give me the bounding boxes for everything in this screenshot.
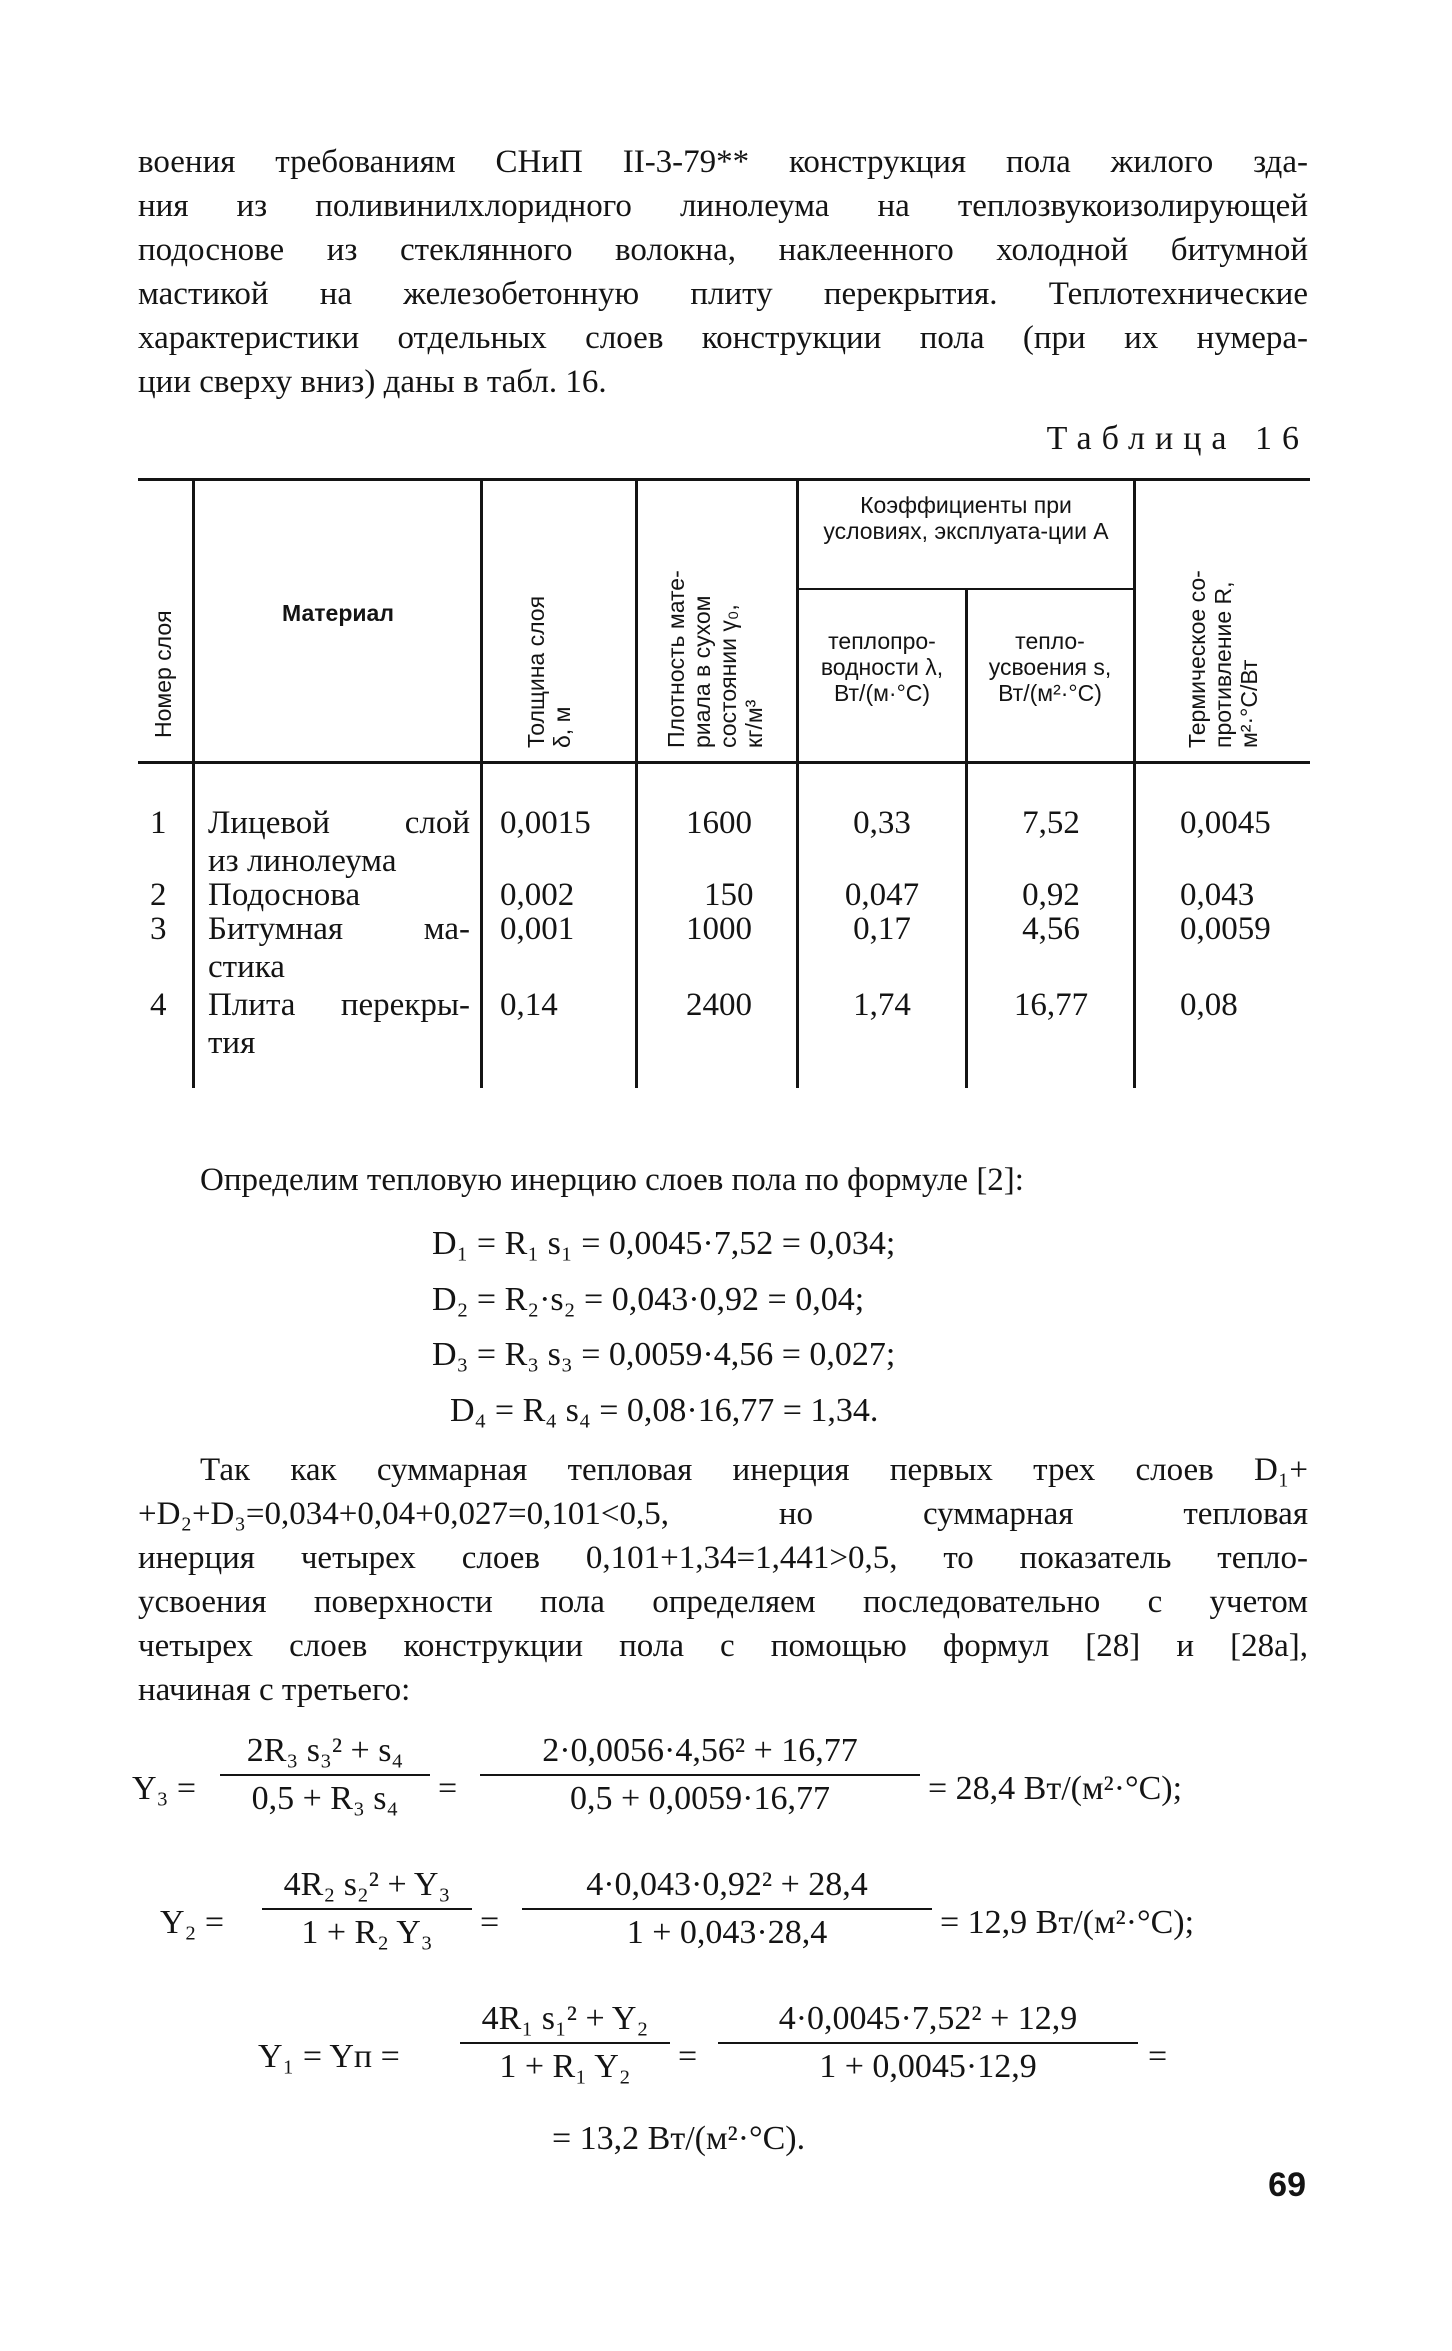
- formula-result: =: [1148, 2038, 1168, 2075]
- text-line: Так как суммарная тепловая инерция первых трех слоев D₁+: [200, 1452, 1308, 1488]
- cell-density: 1600: [686, 805, 752, 841]
- cell-resistance: 0,0059: [1180, 911, 1271, 947]
- cell-density: 1000: [686, 911, 752, 947]
- cell-s: 0,92: [1022, 877, 1080, 913]
- cell-density: 2400: [686, 987, 752, 1023]
- header-s: тепло-усвоения s, Вт/(м²·°С): [988, 628, 1112, 706]
- header-density: Плотность мате- риала в сухом состоянии γ₀, кг/м³: [663, 570, 767, 748]
- fraction: $\frac{\text{2R₃ s₃² + s₄}}{\text{0,5 + R₃ s₄}}$: [220, 1732, 430, 1818]
- formula-d3: D₃ = R₃ s₃ = 0,0059·4,56 = 0,027;: [432, 1336, 896, 1373]
- header-thickness: Толщина слоя δ, м: [523, 595, 575, 748]
- formula-d1: D₁ = R₁ s₁ = 0,0045·7,52 = 0,034;: [432, 1225, 896, 1262]
- column-divider: [635, 478, 638, 1088]
- cell-s: 7,52: [1022, 805, 1080, 841]
- cell-num: 4: [150, 987, 167, 1023]
- cell-thickness: 0,0015: [500, 805, 591, 841]
- summary-paragraph: [138, 1448, 1308, 1712]
- text-line: ции сверху вниз) даны в табл. 16.: [138, 364, 607, 400]
- text-line: характеристики отдельных слоев конструкции пола (при их нумера-: [138, 320, 1308, 356]
- page-number: 69: [1268, 2166, 1306, 2204]
- data-table: [138, 478, 1310, 1096]
- text-line: +D₂+D₃=0,034+0,04+0,027=0,101<0,5, но суммарная тепловая: [138, 1496, 1308, 1532]
- column-divider: [480, 478, 483, 1088]
- intro-paragraph: [138, 140, 1308, 404]
- formula-result: = 12,9 Вт/(м²·°С);: [940, 1904, 1195, 1941]
- column-divider: [192, 478, 195, 1088]
- cell-thickness: 0,002: [500, 877, 575, 913]
- header-lambda: теплопро-водности λ, Вт/(м·°С): [820, 628, 944, 706]
- cell-s: 16,77: [1013, 987, 1089, 1023]
- header-material: Материал: [282, 600, 394, 626]
- cell-s: 4,56: [1022, 911, 1080, 947]
- cell-density: 150: [704, 877, 754, 913]
- text-line: мастикой на железобетонную плиту перекрытия. Теплотехнические: [138, 276, 1308, 312]
- formula-d4: D₄ = R₄ s₄ = 0,08·16,77 = 1,34.: [450, 1392, 879, 1429]
- cell-num: 1: [150, 805, 167, 841]
- inertia-lead: Определим тепловую инерцию слоев пола по формуле [2]:: [200, 1162, 1024, 1198]
- cell-material: Подоснова: [208, 877, 361, 913]
- header-resistance: Термическое со- противление R, м²·°С/Вт: [1184, 570, 1262, 748]
- fraction: $\frac{\text{2·0,0056·4,56² + 16,77}}{0,5 + 0,0059\cdot 16,77}$: [480, 1732, 920, 1818]
- formula-lhs: Y₂ =: [160, 1904, 225, 1941]
- cell-thickness: 0,14: [500, 987, 558, 1023]
- text-line: подоснове из стеклянного волокна, наклеенного холодной битумной: [138, 232, 1308, 268]
- cell-resistance: 0,0045: [1180, 805, 1271, 841]
- header-layer-number: Номер слоя: [150, 610, 176, 738]
- cell-material: Плита перекры- тия: [208, 987, 470, 1061]
- formula-result: = 28,4 Вт/(м²·°С);: [928, 1770, 1183, 1807]
- subheader-rule: [798, 588, 1134, 590]
- text-line: четырех слоев конструкции пола с помощью формул [28] и [28а],: [138, 1628, 1308, 1664]
- cell-lambda: 0,17: [853, 911, 911, 947]
- cell-lambda: 0,33: [853, 805, 911, 841]
- formula-lhs: Y₁ = Yп =: [258, 2038, 400, 2075]
- formula-d2: D₂ = R₂·s₂ = 0,043·0,92 = 0,04;: [432, 1281, 865, 1318]
- text-line: ния из поливинилхлоридного линолеума на теплозвукоизолирующей: [138, 188, 1308, 224]
- header-coefficients: Коэффициенты при условиях, эксплуата-ции А: [823, 492, 1109, 544]
- fraction: $\frac{\text{4·0,043·0,92² + 28,4}}{1 + 0,043\cdot 28,4}$: [522, 1866, 932, 1952]
- cell-num: 2: [150, 877, 167, 913]
- text-line: воения требованиям СНиП II-3-79** конструкция пола жилого зда-: [138, 144, 1308, 180]
- cell-lambda: 1,74: [853, 987, 911, 1023]
- fraction: $\frac{\text{4·0,0045·7,52² + 12,9}}{1 + 0,0045\cdot 12,9}$: [718, 2000, 1138, 2086]
- formula-final-result: = 13,2 Вт/(м²·°С).: [552, 2120, 806, 2157]
- text-line: начиная с третьего:: [138, 1672, 411, 1708]
- fraction: $\frac{\text{4R₂ s₂² + Y₃}}{\text{1 + R₂ Y₃}}$: [262, 1866, 472, 1952]
- cell-resistance: 0,043: [1180, 877, 1255, 913]
- cell-thickness: 0,001: [500, 911, 575, 947]
- text-line: усвоения поверхности пола определяем последовательно с учетом: [138, 1584, 1308, 1620]
- cell-lambda: 0,047: [844, 877, 920, 913]
- formula-lhs: Y₃ =: [132, 1770, 197, 1807]
- cell-material: Битумная ма- стика: [208, 911, 470, 985]
- table-caption: Таблица 16: [1046, 420, 1309, 457]
- text-line: инерция четырех слоев 0,101+1,34=1,441>0,5, то показатель тепло-: [138, 1540, 1308, 1576]
- cell-resistance: 0,08: [1180, 987, 1238, 1023]
- fraction: $\frac{\text{4R₁ s₁² + Y₂}}{\text{1 + R₁ Y₂}}$: [460, 2000, 670, 2086]
- cell-material: Лицевой слой из линолеума: [208, 805, 470, 879]
- cell-num: 3: [150, 911, 167, 947]
